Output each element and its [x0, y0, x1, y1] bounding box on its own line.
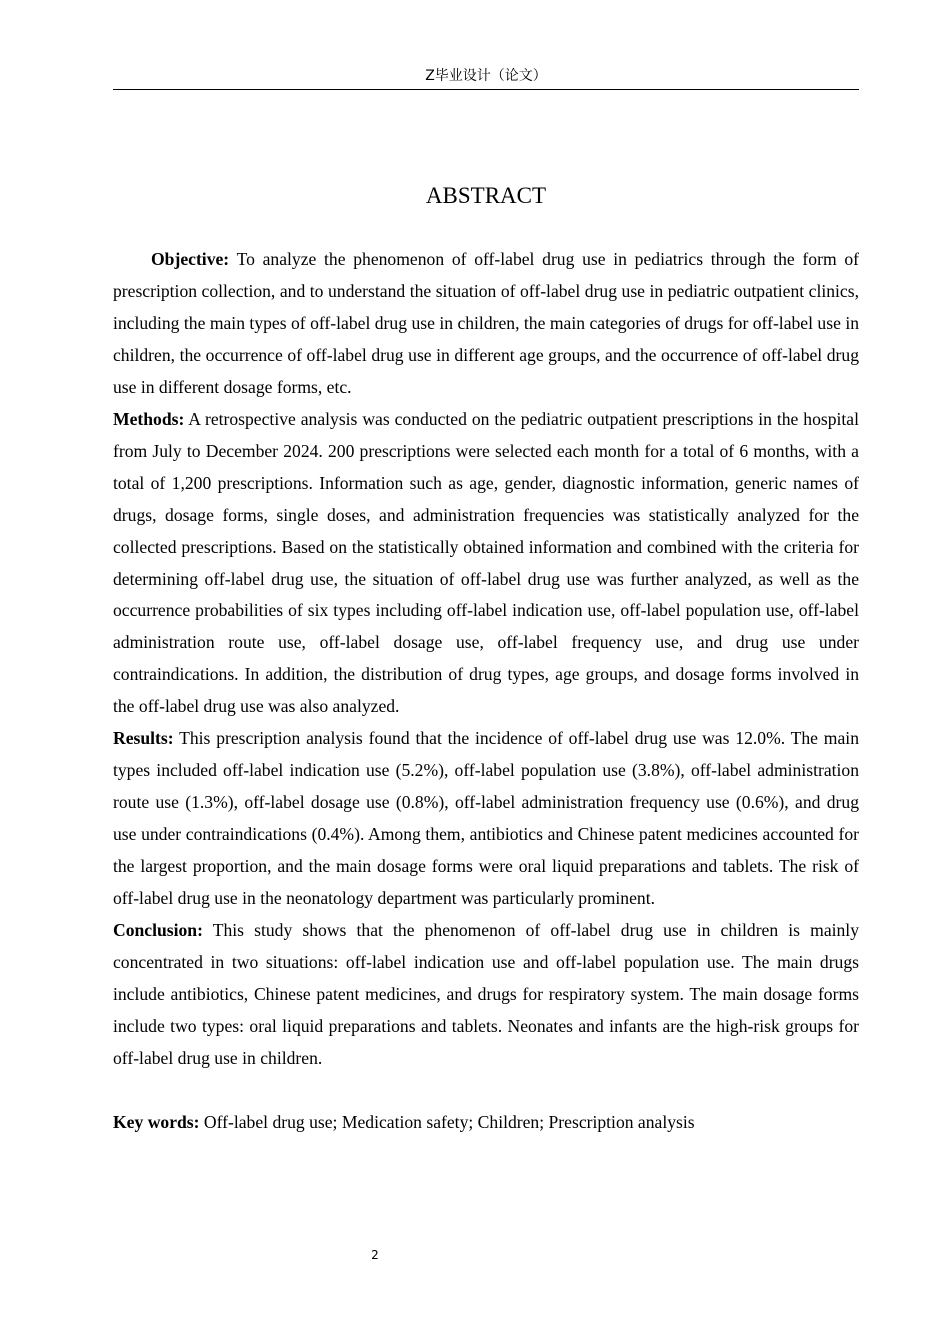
- results-label: Results:: [113, 728, 174, 749]
- abstract-body: [113, 244, 859, 1139]
- methods-label: Methods:: [113, 408, 185, 429]
- keywords-label: Key words:: [113, 1111, 200, 1132]
- results-paragraph: [113, 723, 859, 915]
- conclusion-text: This study shows that the phenomenon of off-label drug use in children is mainly concentrated in two situations: off-label indication use and off-label population use. The main drugs include antibiotics, Chinese patent medicines, and drugs for respiratory system. The main dosage forms include two types: oral liquid preparations and tablets. Neonates and infants are the high-risk groups for off-label drug use in children.: [113, 920, 859, 1068]
- abstract-title: ABSTRACT: [425, 183, 547, 208]
- objective-text: To analyze the phenomenon of off-label drug use in pediatrics through the form of prescription collection, and to understand the situation of off-label drug use in pediatric outpatient clinics, including the main types of off-label drug use in children, the main categories of drugs for off-label use in children, the occurrence of off-label drug use in different age groups, and the occurrence of off-label drug use in different dosage forms, etc.: [113, 249, 859, 397]
- results-text: This prescription analysis found that the incidence of off-label drug use was 12.0%. The main types included off-label indication use (5.2%), off-label population use (3.8%), off-label administration route use (1.3%), off-label dosage use (0.8%), off-label administration frequency use (0.6%), and drug use under contraindications (0.4%). Among them, antibiotics and Chinese patent medicines accounted for the largest proportion, and the main dosage forms were oral liquid preparations and tablets. The risk of off-label drug use in the neonatology department was particularly prominent.: [113, 728, 859, 909]
- page-header: Z毕业设计（论文）: [425, 68, 547, 84]
- keywords-paragraph: [113, 1107, 859, 1139]
- header-divider: [113, 89, 859, 90]
- conclusion-label: Conclusion:: [113, 920, 203, 941]
- keywords-spacer: [113, 1075, 859, 1107]
- page-number: 2: [371, 1248, 379, 1262]
- methods-text: A retrospective analysis was conducted on the pediatric outpatient prescriptions in the hospital from July to December 2024. 200 prescriptions were selected each month for a total of 6 months, with a total of 1,200 prescriptions. Information such as age, gender, diagnostic information, generic names of drugs, dosage forms, single doses, and administration frequencies was statistically analyzed for the collected prescriptions. Based on the statistically obtained information and combined with the criteria for determining off-label drug use, the situation of off-label drug use was further analyzed, as well as the occurrence probabilities of six types including off-label indication use, off-label population use, off-label administration route use, off-label dosage use, off-label frequency use, and drug use under contraindications. In addition, the distribution of drug types, age groups, and dosage forms involved in the off-label drug use was also analyzed.: [113, 408, 859, 717]
- keywords-text: Off-label drug use; Medication safety; Children; Prescription analysis: [199, 1111, 695, 1132]
- methods-paragraph: [113, 404, 859, 724]
- conclusion-paragraph: [113, 915, 859, 1075]
- objective-label: Objective:: [151, 249, 230, 269]
- objective-paragraph: [113, 244, 859, 404]
